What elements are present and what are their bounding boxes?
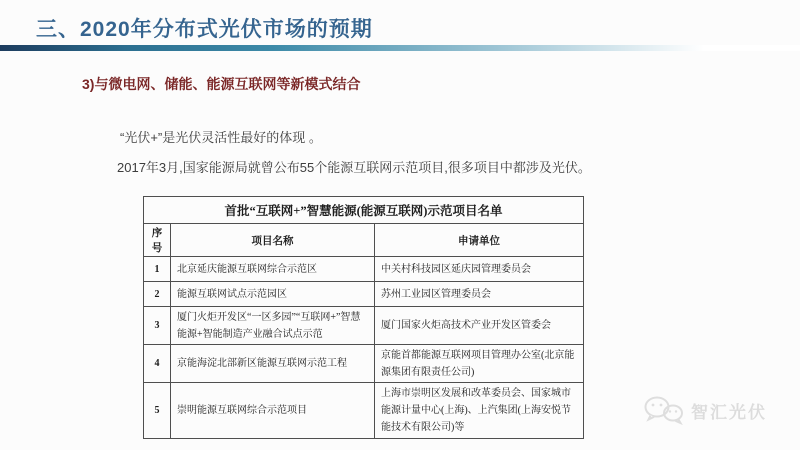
table-title-row — [144, 197, 584, 224]
demo-projects-table — [143, 196, 584, 439]
row-project: 京能海淀北部新区能源互联网示范工程 — [171, 345, 375, 383]
column-header-project: 项目名称 — [171, 224, 375, 257]
column-header-applicant: 申请单位 — [375, 224, 584, 257]
row-applicant: 中关村科技园区延庆园管理委员会 — [375, 257, 584, 282]
table-header-row — [144, 224, 584, 257]
column-header-no: 序号 — [144, 224, 171, 257]
table-row — [144, 307, 584, 345]
row-applicant: 厦门国家火炬高技术产业开发区管委会 — [375, 307, 584, 345]
row-project: 厦门火炬开发区“一区多园”“互联网+”智慧能源+智能制造产业融合试点示范 — [171, 307, 375, 345]
table-row — [144, 345, 584, 383]
watermark-label: 智汇光伏 — [691, 402, 767, 422]
row-applicant: 京能首都能源互联网项目管理办公室(北京能源集团有限责任公司) — [375, 345, 584, 383]
row-applicant: 上海市崇明区发展和改革委员会、国家城市能源计量中心(上海)、上汽集团(上海安悦节能技术有限公司)等 — [375, 383, 584, 439]
watermark — [643, 395, 767, 425]
body-paragraph-2: 2017年3月,国家能源局就曾公布55个能源互联网示范项目,很多项目中都涉及光伏。 — [117, 160, 591, 175]
wechat-icon — [643, 395, 685, 425]
row-project: 能源互联网试点示范园区 — [171, 282, 375, 307]
table-row — [144, 257, 584, 282]
body-paragraph-1: “光伏+”是光伏灵活性最好的体现 。 — [120, 130, 322, 145]
slide-title: 三、2020年分布式光伏市场的预期 — [36, 18, 373, 41]
row-no: 2 — [144, 282, 171, 307]
row-project: 北京延庆能源互联网综合示范区 — [171, 257, 375, 282]
row-project: 崇明能源互联网综合示范项目 — [171, 383, 375, 439]
table-title: 首批“互联网+”智慧能源(能源互联网)示范项目名单 — [144, 197, 584, 224]
row-no: 5 — [144, 383, 171, 439]
section-subtitle: 3)与微电网、储能、能源互联网等新模式结合 — [82, 76, 361, 92]
row-no: 1 — [144, 257, 171, 282]
table-row — [144, 282, 584, 307]
row-applicant: 苏州工业园区管理委员会 — [375, 282, 584, 307]
row-no: 3 — [144, 307, 171, 345]
row-no: 4 — [144, 345, 171, 383]
table-row — [144, 383, 584, 439]
title-underline-gradient-bar — [0, 45, 800, 51]
